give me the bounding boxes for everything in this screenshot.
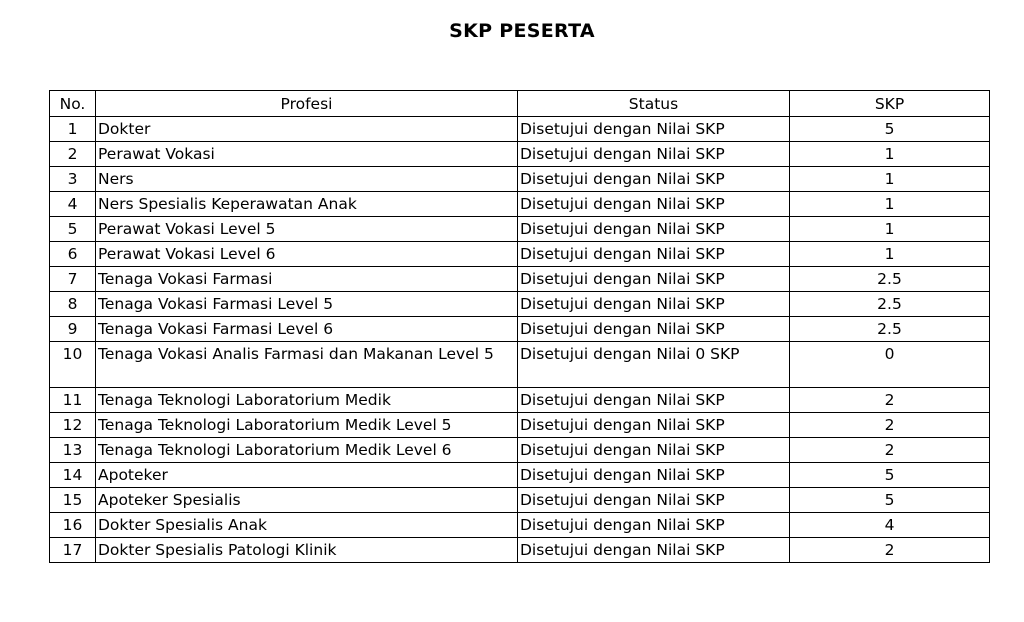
cell-status: Disetujui dengan Nilai SKP: [518, 317, 790, 342]
cell-profesi: Tenaga Teknologi Laboratorium Medik: [96, 388, 518, 413]
cell-no: 17: [50, 538, 96, 563]
cell-status: Disetujui dengan Nilai SKP: [518, 538, 790, 563]
page-title: SKP PESERTA: [449, 20, 595, 42]
cell-status: Disetujui dengan Nilai SKP: [518, 267, 790, 292]
table-row: [50, 142, 990, 167]
cell-profesi: Ners: [96, 167, 518, 192]
cell-profesi: Apoteker: [96, 463, 518, 488]
cell-profesi: Tenaga Vokasi Farmasi Level 5: [96, 292, 518, 317]
cell-no: 14: [50, 463, 96, 488]
cell-profesi: Perawat Vokasi: [96, 142, 518, 167]
cell-status: Disetujui dengan Nilai SKP: [518, 142, 790, 167]
cell-profesi: Perawat Vokasi Level 6: [96, 242, 518, 267]
cell-skp: 1: [790, 192, 990, 217]
cell-status: Disetujui dengan Nilai SKP: [518, 117, 790, 142]
cell-skp: 0: [790, 342, 990, 388]
table-row: [50, 463, 990, 488]
table-row: [50, 388, 990, 413]
cell-status: Disetujui dengan Nilai SKP: [518, 438, 790, 463]
cell-no: 16: [50, 513, 96, 538]
cell-status: Disetujui dengan Nilai SKP: [518, 217, 790, 242]
cell-skp: 2.5: [790, 292, 990, 317]
cell-no: 5: [50, 217, 96, 242]
cell-profesi: Tenaga Teknologi Laboratorium Medik Level 5: [96, 413, 518, 438]
table-row: [50, 292, 990, 317]
table-header-row: [50, 91, 990, 117]
cell-no: 7: [50, 267, 96, 292]
cell-no: 6: [50, 242, 96, 267]
table-row: [50, 217, 990, 242]
cell-status: Disetujui dengan Nilai SKP: [518, 513, 790, 538]
cell-skp: 5: [790, 488, 990, 513]
cell-profesi: Tenaga Teknologi Laboratorium Medik Level 6: [96, 438, 518, 463]
cell-no: 12: [50, 413, 96, 438]
cell-no: 15: [50, 488, 96, 513]
cell-skp: 1: [790, 167, 990, 192]
cell-status: Disetujui dengan Nilai SKP: [518, 242, 790, 267]
header-no: No.: [50, 91, 96, 117]
table-row: [50, 267, 990, 292]
cell-skp: 5: [790, 117, 990, 142]
cell-skp: 2: [790, 538, 990, 563]
table-row: [50, 117, 990, 142]
cell-status: Disetujui dengan Nilai SKP: [518, 292, 790, 317]
cell-status: Disetujui dengan Nilai SKP: [518, 388, 790, 413]
cell-no: 1: [50, 117, 96, 142]
table-row: [50, 513, 990, 538]
table-row: [50, 538, 990, 563]
table-row: [50, 488, 990, 513]
table-row: [50, 317, 990, 342]
cell-status: Disetujui dengan Nilai SKP: [518, 167, 790, 192]
table-row: [50, 438, 990, 463]
cell-profesi: Tenaga Vokasi Farmasi: [96, 267, 518, 292]
cell-no: 4: [50, 192, 96, 217]
cell-no: 3: [50, 167, 96, 192]
cell-status: Disetujui dengan Nilai SKP: [518, 413, 790, 438]
cell-no: 8: [50, 292, 96, 317]
cell-skp: 4: [790, 513, 990, 538]
cell-skp: 2.5: [790, 317, 990, 342]
cell-profesi: Dokter: [96, 117, 518, 142]
cell-skp: 2: [790, 413, 990, 438]
cell-status: Disetujui dengan Nilai SKP: [518, 192, 790, 217]
table-row: [50, 192, 990, 217]
table-row: [50, 242, 990, 267]
cell-no: 2: [50, 142, 96, 167]
cell-profesi: Dokter Spesialis Anak: [96, 513, 518, 538]
cell-skp: 2: [790, 438, 990, 463]
cell-profesi: Apoteker Spesialis: [96, 488, 518, 513]
cell-no: 11: [50, 388, 96, 413]
cell-status: Disetujui dengan Nilai 0 SKP: [518, 342, 790, 388]
cell-no: 9: [50, 317, 96, 342]
table-row: [50, 413, 990, 438]
cell-profesi: Tenaga Vokasi Farmasi Level 6: [96, 317, 518, 342]
cell-skp: 1: [790, 242, 990, 267]
cell-skp: 1: [790, 217, 990, 242]
cell-profesi: Ners Spesialis Keperawatan Anak: [96, 192, 518, 217]
skp-table: [49, 90, 990, 563]
cell-status: Disetujui dengan Nilai SKP: [518, 488, 790, 513]
cell-skp: 5: [790, 463, 990, 488]
header-profesi: Profesi: [96, 91, 518, 117]
cell-skp: 1: [790, 142, 990, 167]
cell-no: 13: [50, 438, 96, 463]
table-row: [50, 342, 990, 388]
table-row: [50, 167, 990, 192]
header-skp: SKP: [790, 91, 990, 117]
header-status: Status: [518, 91, 790, 117]
cell-profesi: Tenaga Vokasi Analis Farmasi dan Makanan Level 5: [96, 342, 518, 388]
cell-status: Disetujui dengan Nilai SKP: [518, 463, 790, 488]
cell-skp: 2: [790, 388, 990, 413]
cell-profesi: Dokter Spesialis Patologi Klinik: [96, 538, 518, 563]
cell-no: 10: [50, 342, 96, 388]
cell-profesi: Perawat Vokasi Level 5: [96, 217, 518, 242]
table-body: [50, 117, 990, 563]
cell-skp: 2.5: [790, 267, 990, 292]
